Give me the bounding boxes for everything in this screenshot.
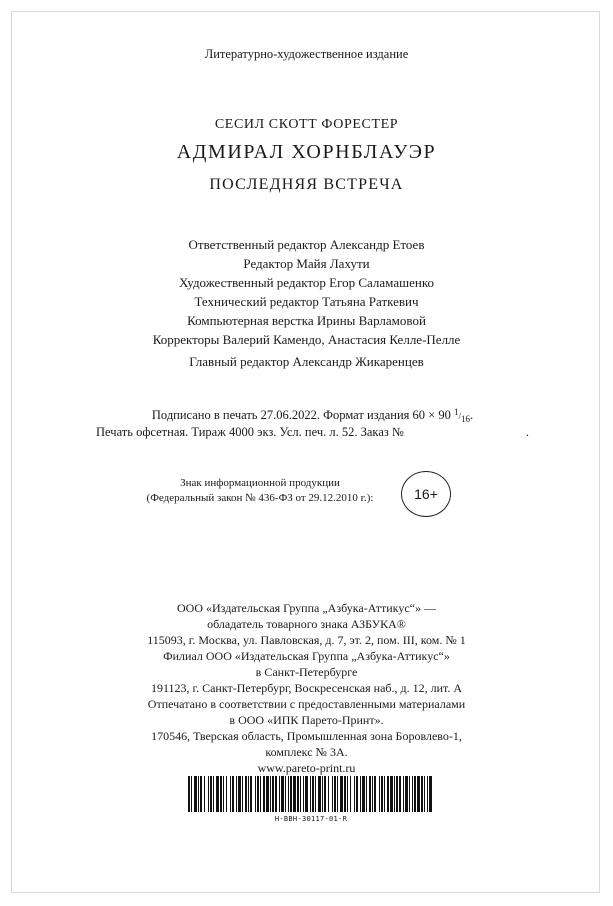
print-info-line-2: Печать офсетная. Тираж 4000 экз. Усл. печ. л. 52. Заказ № .: [96, 425, 529, 439]
barcode-bar: [188, 776, 190, 812]
chief-editor: Главный редактор Александр Жикаренцев: [189, 354, 424, 369]
publisher-line: в Санкт-Петербурге: [255, 665, 358, 679]
barcode-bar: [424, 776, 425, 812]
barcode-number: H-BBH-30117-01-R: [274, 815, 348, 823]
barcode-bar: [248, 776, 249, 812]
barcode-bar: [332, 776, 333, 812]
publisher-line: комплекс № 3А.: [265, 745, 348, 759]
barcode-bar: [198, 776, 199, 812]
barcode-bar: [226, 776, 227, 812]
barcode-bar: [315, 776, 316, 812]
print-info-line-1: Подписано в печать 27.06.2022. Формат издания 60 × 90 1/16.: [151, 407, 474, 424]
barcode-bar: [417, 776, 420, 812]
barcode-bar: [204, 776, 205, 812]
barcode-bar: [387, 776, 389, 812]
publisher-line: Отпечатано в соответствии с предоставленными материалами: [147, 697, 466, 711]
barcode-bar: [350, 776, 351, 812]
barcode-bar: [369, 776, 371, 812]
publisher-line: 115093, г. Москва, ул. Павловская, д. 7, эт. 2, пом. III, ком. № 1: [147, 633, 466, 647]
publisher-line: Филиал ООО «Издательская Группа „Азбука-Аттикус“»: [163, 649, 450, 663]
barcode-bar: [384, 776, 385, 812]
barcode-bar: [223, 776, 224, 812]
barcode-bar: [374, 776, 376, 812]
barcode-bar: [344, 776, 346, 812]
book-title: АДМИРАЛ ХОРНБЛАУЭР: [176, 141, 437, 163]
barcode-bar: [266, 776, 269, 812]
barcode-bar: [250, 776, 252, 812]
barcode-bar: [297, 776, 299, 812]
barcode-bar: [390, 776, 393, 812]
credits-list: [0, 235, 613, 349]
barcode-bar: [194, 776, 197, 812]
barcode-bar: [285, 776, 286, 812]
barcode-bar: [362, 776, 365, 812]
publisher-line: ООО «Издательская Группа „Азбука-Аттикус“» —: [177, 601, 436, 615]
credit-line: Компьютерная верстка Ирины Варламовой: [187, 313, 426, 328]
credit-line: Ответственный редактор Александр Етоев: [188, 237, 425, 252]
barcode-bar: [356, 776, 358, 812]
barcode-bar: [257, 776, 259, 812]
barcode-bar: [381, 776, 383, 812]
barcode-bar: [412, 776, 413, 812]
barcode-bar: [354, 776, 355, 812]
publisher-line: 191123, г. Санкт-Петербург, Воскресенская наб., д. 12, лит. А: [150, 681, 463, 695]
credit-line: Корректоры Валерий Камендо, Анастасия Келле-Пелле: [152, 332, 461, 347]
format-fraction: 1/16: [453, 407, 470, 424]
credit-line: Редактор Майя Лахути: [243, 256, 370, 271]
barcode-bar: [245, 776, 247, 812]
barcode-bar: [414, 776, 416, 812]
print-info-text: Подписано в печать 27.06.2022. Формат издания 60 × 90: [151, 408, 451, 422]
barcode-bar: [347, 776, 348, 812]
info-sign-line: Знак информационной продукции: [180, 477, 340, 489]
barcode-bar: [238, 776, 241, 812]
publisher-line: 170546, Тверская область, Промышленная зона Боровлево-1,: [151, 729, 462, 743]
barcode-bar: [242, 776, 243, 812]
print-info-text: Печать офсетная. Тираж 4000 экз. Усл. печ. л. 52. Заказ №: [96, 425, 404, 439]
barcode-bar: [290, 776, 292, 812]
barcode-bar: [293, 776, 296, 812]
barcode-bar: [394, 776, 395, 812]
barcode-bar: [340, 776, 343, 812]
barcode-bar: [200, 776, 202, 812]
barcode-bar: [403, 776, 404, 812]
barcode-bar: [208, 776, 209, 812]
barcode-bar: [337, 776, 338, 812]
book-subtitle: ПОСЛЕДНЯЯ ВСТРЕЧА: [209, 176, 404, 193]
barcode-bar: [305, 776, 308, 812]
publisher-line: в ООО «ИПК Парето-Принт».: [229, 713, 384, 727]
barcode-bar: [230, 776, 231, 812]
barcode-bar: [260, 776, 261, 812]
barcode-bar: [263, 776, 265, 812]
barcode-bar: [310, 776, 311, 812]
info-sign-line: (Федеральный закон № 436-ФЗ от 29.12.2010 г.):: [146, 492, 374, 504]
publisher-line: обладатель товарного знака АЗБУКА®: [207, 617, 406, 631]
barcode: [186, 776, 436, 826]
barcode-bar: [421, 776, 423, 812]
barcode-bar: [405, 776, 408, 812]
barcode-bar: [232, 776, 234, 812]
barcode-bar: [255, 776, 256, 812]
barcode-bar: [213, 776, 214, 812]
age-rating-badge: 16+: [401, 471, 451, 517]
barcode-bar: [379, 776, 380, 812]
barcode-bar: [427, 776, 428, 812]
barcode-bar: [328, 776, 329, 812]
barcode-bar: [281, 776, 284, 812]
barcode-bar: [399, 776, 401, 812]
barcode-bar: [300, 776, 301, 812]
barcode-bar: [409, 776, 410, 812]
info-sign-text: [120, 476, 400, 506]
barcode-bar: [429, 776, 432, 812]
barcode-bar: [210, 776, 212, 812]
barcode-bar: [191, 776, 192, 812]
barcode-bars: [186, 776, 436, 814]
author-name: СЕСИЛ СКОТТ ФОРЕСТЕР: [214, 117, 399, 132]
barcode-bar: [236, 776, 237, 812]
barcode-bar: [303, 776, 304, 812]
publisher-info: [0, 600, 613, 776]
barcode-bar: [372, 776, 373, 812]
barcode-bar: [322, 776, 323, 812]
barcode-bar: [318, 776, 321, 812]
barcode-bar: [272, 776, 274, 812]
publisher-line: www.pareto-print.ru: [257, 761, 356, 775]
barcode-bar: [288, 776, 289, 812]
barcode-bar: [270, 776, 271, 812]
barcode-bar: [216, 776, 219, 812]
barcode-bar: [279, 776, 280, 812]
barcode-bar: [366, 776, 367, 812]
barcode-bar: [324, 776, 326, 812]
barcode-bar: [312, 776, 314, 812]
barcode-bar: [396, 776, 398, 812]
credit-line: Художественный редактор Егор Саламашенко: [179, 275, 434, 290]
credit-line: Технический редактор Татьяна Раткевич: [194, 294, 419, 309]
barcode-bar: [334, 776, 336, 812]
barcode-bar: [220, 776, 222, 812]
barcode-bar: [275, 776, 277, 812]
genre-label: Литературно-художественное издание: [204, 47, 409, 61]
barcode-bar: [360, 776, 361, 812]
